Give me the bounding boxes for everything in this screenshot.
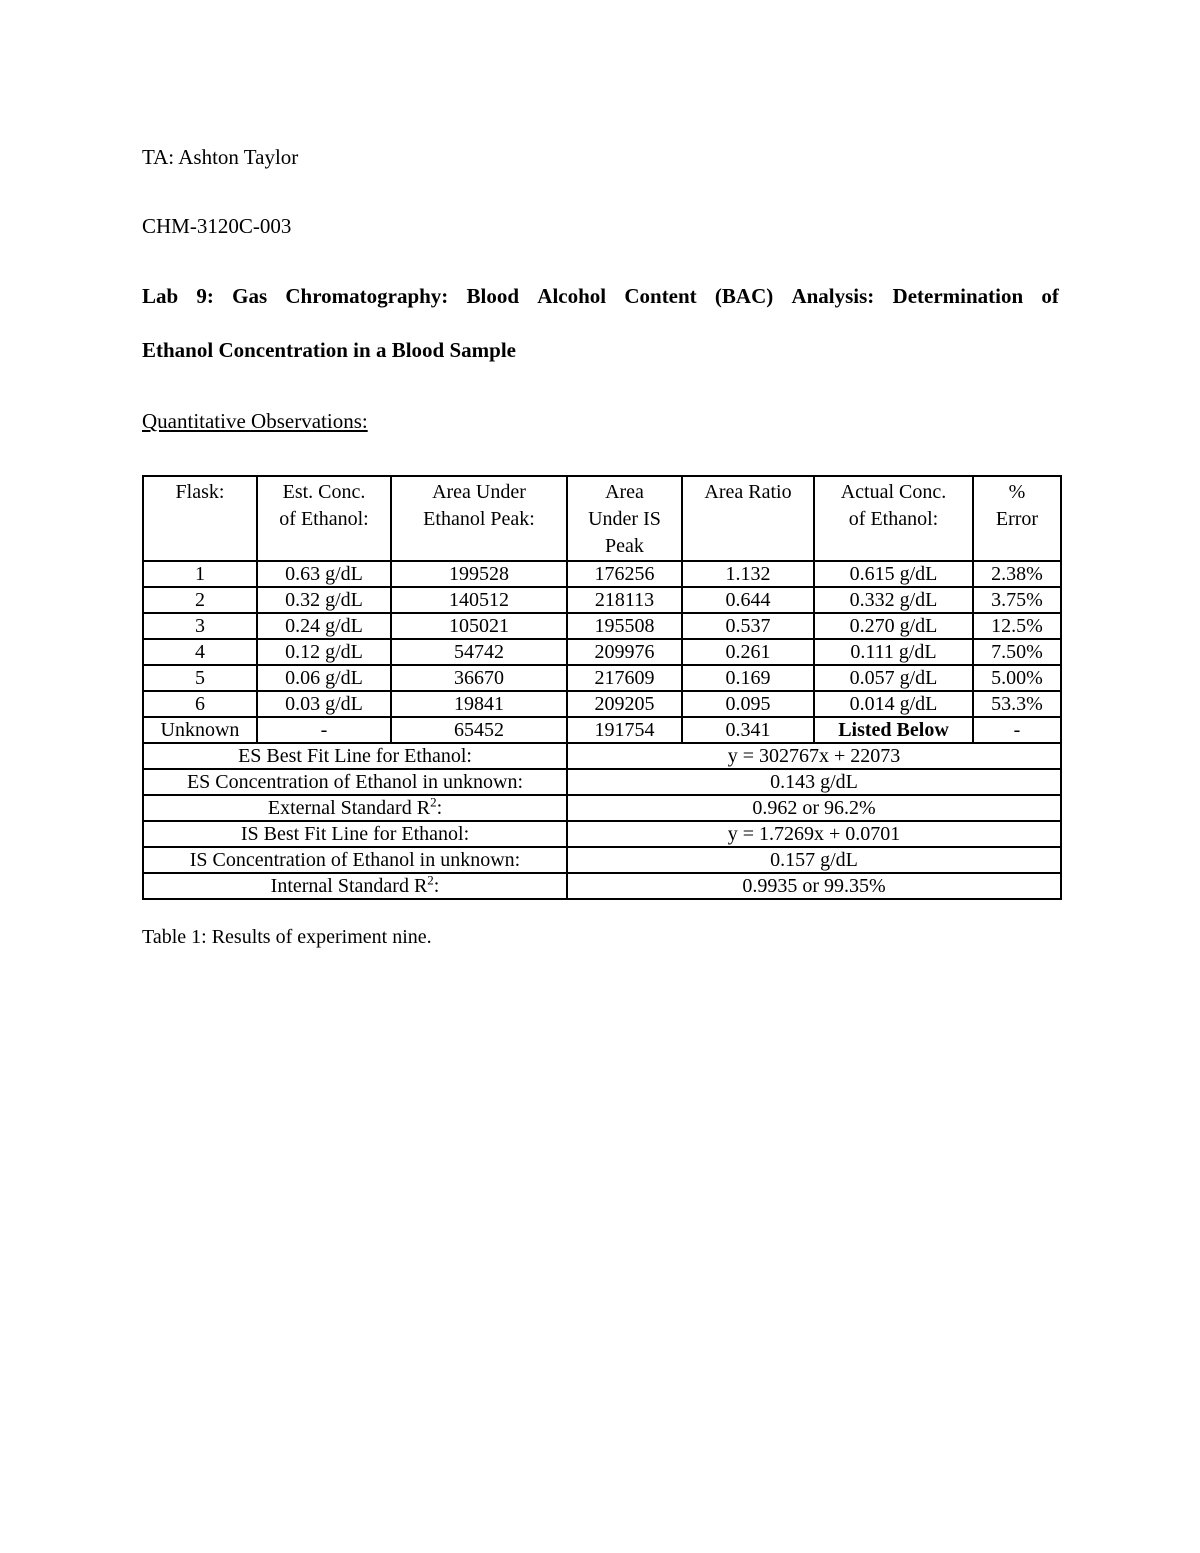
title-word: of — [1041, 284, 1059, 308]
column-header-line: Area Ratio — [704, 481, 792, 503]
table-cell: 0.615 g/dL — [814, 561, 973, 587]
table-cell: 191754 — [567, 717, 682, 743]
table-row — [143, 717, 1061, 743]
table-cell: 65452 — [391, 717, 567, 743]
title-word: Lab — [142, 284, 179, 308]
table-cell: 140512 — [391, 587, 567, 613]
table-cell: 19841 — [391, 691, 567, 717]
table-cell: 36670 — [391, 665, 567, 691]
column-header — [973, 476, 1061, 561]
table-header-row — [143, 476, 1061, 561]
table-row — [143, 561, 1061, 587]
course-code: CHM-3120C-003 — [142, 214, 292, 238]
column-header-line: Peak — [605, 535, 644, 557]
table-cell: 176256 — [567, 561, 682, 587]
table-row — [143, 665, 1061, 691]
column-header-line: Est. Conc. — [282, 481, 366, 503]
table-cell: Unknown — [143, 717, 257, 743]
external-r2-label: External Standard $R^2$: — [143, 795, 567, 821]
table-caption: Table 1: Results of experiment nine. — [142, 926, 432, 948]
column-header — [814, 476, 973, 561]
table-cell: 199528 — [391, 561, 567, 587]
column-header-line: Flask: — [175, 481, 225, 503]
table-cell: 0.12 g/dL — [257, 639, 391, 665]
table-cell: 12.5% — [973, 613, 1061, 639]
column-header — [143, 476, 257, 561]
external-r2-value: 0.962 or 96.2% — [567, 795, 1061, 821]
table-cell: 0.095 — [682, 691, 814, 717]
summary-row — [143, 769, 1061, 795]
column-header-line: Area — [605, 481, 644, 503]
table-cell: 105021 — [391, 613, 567, 639]
summary-row — [143, 795, 1061, 821]
es-fit-value: y = 302767x + 22073 — [567, 743, 1061, 769]
column-header — [257, 476, 391, 561]
table-cell: 7.50% — [973, 639, 1061, 665]
table-cell: 0.261 — [682, 639, 814, 665]
results-table — [142, 475, 1062, 900]
table-cell: 0.24 g/dL — [257, 613, 391, 639]
summary-row — [143, 821, 1061, 847]
table-cell: 5.00% — [973, 665, 1061, 691]
table-cell: 1 — [143, 561, 257, 587]
title-word: Chromatography: — [285, 284, 449, 308]
is-conc-value: 0.157 g/dL — [567, 847, 1061, 873]
column-header-line: Under IS — [588, 508, 661, 530]
table-cell: 4 — [143, 639, 257, 665]
lab-title-line-2: Ethanol Concentration in a Blood Sample — [142, 338, 516, 362]
es-fit-label: ES Best Fit Line for Ethanol: — [143, 743, 567, 769]
table-cell: 0.32 g/dL — [257, 587, 391, 613]
section-heading: Quantitative Observations: — [142, 409, 368, 433]
table-cell: - — [257, 717, 391, 743]
table-cell: 2 — [143, 587, 257, 613]
table-cell: 0.537 — [682, 613, 814, 639]
title-word: Blood — [466, 284, 520, 308]
table-cell: 0.014 g/dL — [814, 691, 973, 717]
title-word: Content — [624, 284, 697, 308]
table-cell: 218113 — [567, 587, 682, 613]
title-word: 9: — [196, 284, 214, 308]
table-cell: 3 — [143, 613, 257, 639]
table-cell: Listed Below — [814, 717, 973, 743]
internal-r2-value: 0.9935 or 99.35% — [567, 873, 1061, 899]
table-cell: - — [973, 717, 1061, 743]
column-header — [567, 476, 682, 561]
es-conc-label: ES Concentration of Ethanol in unknown: — [143, 769, 567, 795]
table-row — [143, 613, 1061, 639]
title-word: Alcohol — [537, 284, 607, 308]
column-header-line: of Ethanol: — [848, 508, 939, 530]
title-word: (BAC) — [714, 284, 774, 308]
table-cell: 209205 — [567, 691, 682, 717]
column-header — [682, 476, 814, 561]
title-word: Gas — [232, 284, 268, 308]
summary-row — [143, 743, 1061, 769]
title-word: Analysis: — [791, 284, 875, 308]
lab-title-line-1 — [142, 284, 1059, 309]
summary-row — [143, 847, 1061, 873]
table-cell: 53.3% — [973, 691, 1061, 717]
column-header — [391, 476, 567, 561]
column-header-line: of Ethanol: — [279, 508, 369, 530]
table-cell: 54742 — [391, 639, 567, 665]
table-cell: 6 — [143, 691, 257, 717]
table-cell: 0.63 g/dL — [257, 561, 391, 587]
ta-name: TA: Ashton Taylor — [142, 145, 299, 169]
is-fit-label: IS Best Fit Line for Ethanol: — [143, 821, 567, 847]
column-header-line: Area Under — [432, 481, 526, 503]
table-cell: 2.38% — [973, 561, 1061, 587]
is-fit-value: y = 1.7269x + 0.0701 — [567, 821, 1061, 847]
table-cell: 3.75% — [973, 587, 1061, 613]
table-cell: 0.03 g/dL — [257, 691, 391, 717]
title-word: Determination — [892, 284, 1024, 308]
column-header-line: Actual Conc. — [840, 481, 947, 503]
table-cell: 0.270 g/dL — [814, 613, 973, 639]
table-cell: 0.169 — [682, 665, 814, 691]
table-cell: 217609 — [567, 665, 682, 691]
column-header-line: % — [1008, 481, 1026, 503]
summary-row — [143, 873, 1061, 899]
table-cell: 0.06 g/dL — [257, 665, 391, 691]
is-conc-label: IS Concentration of Ethanol in unknown: — [143, 847, 567, 873]
table-row — [143, 639, 1061, 665]
table-row — [143, 587, 1061, 613]
es-conc-value: 0.143 g/dL — [567, 769, 1061, 795]
column-header-line: Error — [995, 508, 1039, 530]
table-cell: 0.332 g/dL — [814, 587, 973, 613]
table-cell: 0.341 — [682, 717, 814, 743]
table-cell: 1.132 — [682, 561, 814, 587]
table-cell: 0.644 — [682, 587, 814, 613]
table-cell: 5 — [143, 665, 257, 691]
table-row — [143, 691, 1061, 717]
table-cell: 209976 — [567, 639, 682, 665]
column-header-line: Ethanol Peak: — [423, 508, 535, 530]
table-cell: 195508 — [567, 613, 682, 639]
table-cell: 0.111 g/dL — [814, 639, 973, 665]
table-cell: 0.057 g/dL — [814, 665, 973, 691]
internal-r2-label: Internal Standard $R^2$: — [143, 873, 567, 899]
